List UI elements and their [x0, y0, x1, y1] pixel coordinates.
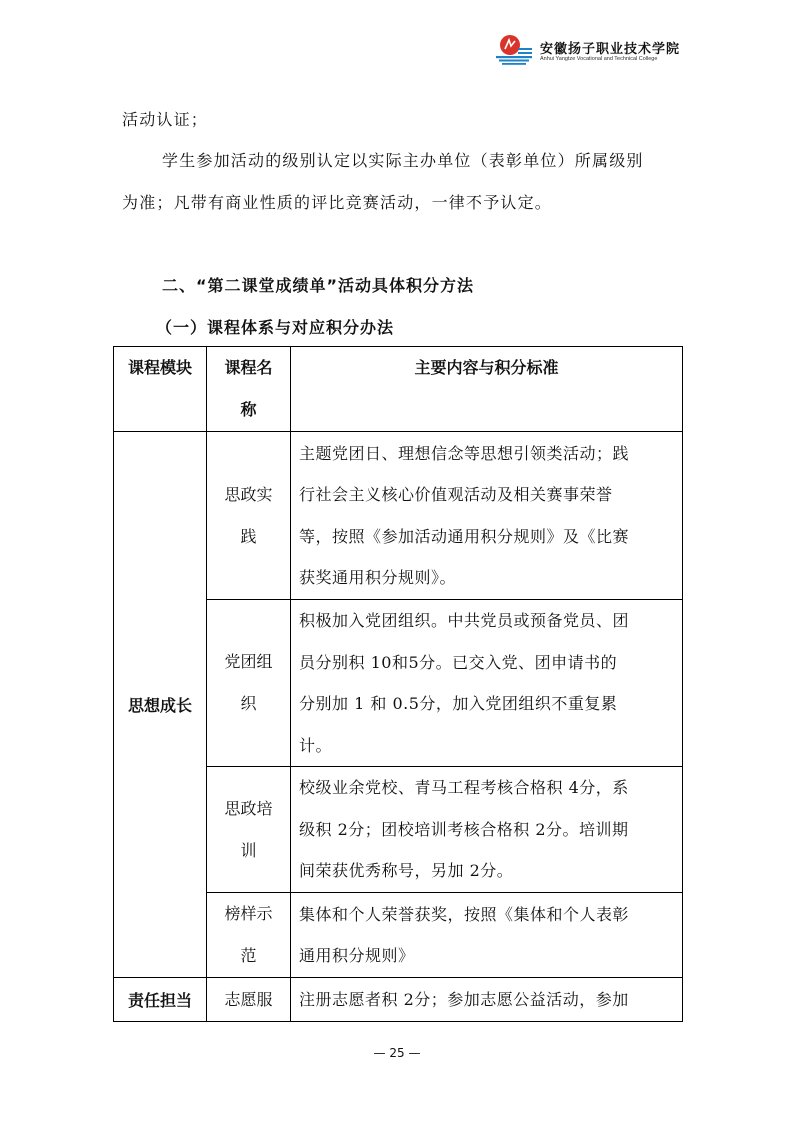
table-header-row — [114, 347, 683, 432]
content-line: 员分别积 10和5分。已交入党、团申请书的 — [299, 652, 618, 672]
body-line-3: 为准；凡带有商业性质的评比竞赛活动，一律不予认定。 — [122, 193, 553, 212]
content-line: 等，按照《参加活动通用积分规则》及《比赛 — [299, 526, 630, 546]
content-cell — [291, 893, 683, 978]
content-line: 主题党团日、理想信念等思想引领类活动；践 — [299, 443, 630, 463]
content-line: 行社会主义核心价值观活动及相关赛事荣誉 — [299, 485, 613, 504]
course-name-line: 思政实 — [224, 484, 273, 504]
header-content-standard: 主要内容与积分标准 — [291, 347, 683, 432]
course-name-line: 党团组 — [224, 652, 273, 671]
header-course-name-line2: 称 — [240, 400, 257, 419]
course-name-cell — [207, 600, 291, 767]
course-name-line: 织 — [240, 694, 257, 713]
college-emblem-icon — [496, 34, 532, 66]
module-thought-growth: 思想成长 — [114, 432, 207, 978]
logo-english-name: Anhui Yangtze Vocational and Technical College — [540, 56, 658, 62]
course-name-line: 践 — [240, 526, 257, 546]
content-line: 计。 — [299, 735, 333, 755]
content-line: 校级业余党校、青马工程考核合格积 4分，系 — [299, 778, 629, 797]
course-name-cell: 志愿服 — [207, 978, 291, 1022]
content-line: 分别加 1 和 0.5分，加入党团组织不重复累 — [299, 694, 618, 713]
college-logo — [496, 34, 681, 70]
content-line: 集体和个人荣誉获奖，按照《集体和个人表彰 — [299, 904, 630, 924]
body-line-1: 活动认证； — [122, 110, 209, 129]
content-line: 通用积分规则》 — [299, 946, 415, 965]
section-heading: 二、“第二课堂成绩单”活动具体积分方法 — [162, 276, 475, 295]
course-name-cell — [207, 767, 291, 893]
header-course-name-line1: 课程名 — [224, 358, 273, 377]
subsection-heading: （一）课程体系与对应积分办法 — [156, 318, 395, 337]
course-name-line: 范 — [240, 946, 257, 965]
content-cell — [291, 432, 683, 600]
content-line: 积极加入党团组织。中共党员或预备党员、团 — [299, 611, 630, 630]
content-cell — [291, 767, 683, 893]
body-line-2: 学生参加活动的级别认定以实际主办单位（表彰单位）所属级别 — [162, 151, 644, 170]
logo-chinese-name: 安徽扬子职业技术学院 — [540, 42, 681, 57]
table-row — [114, 432, 683, 600]
table-row — [114, 978, 683, 1022]
content-line: 间荣获优秀称号，另加 2分。 — [299, 861, 514, 880]
content-line: 级积 2分；团校培训考核合格积 2分。培训期 — [299, 819, 629, 839]
course-name-line: 思政培 — [224, 798, 273, 818]
header-course-name — [207, 347, 291, 432]
course-credit-table — [113, 346, 683, 1022]
course-name-cell — [207, 432, 291, 600]
content-cell — [291, 600, 683, 767]
course-name-line: 训 — [240, 840, 257, 860]
course-name-cell — [207, 893, 291, 978]
header-course-module: 课程模块 — [114, 347, 207, 432]
course-name-line: 榜样示 — [224, 904, 273, 923]
content-cell: 注册志愿者积 2分；参加志愿公益活动，参加 — [291, 978, 683, 1022]
module-responsibility: 责任担当 — [114, 978, 207, 1022]
page-number: — 25 — — [373, 1046, 421, 1060]
content-line: 获奖通用积分规则》。 — [299, 568, 457, 587]
